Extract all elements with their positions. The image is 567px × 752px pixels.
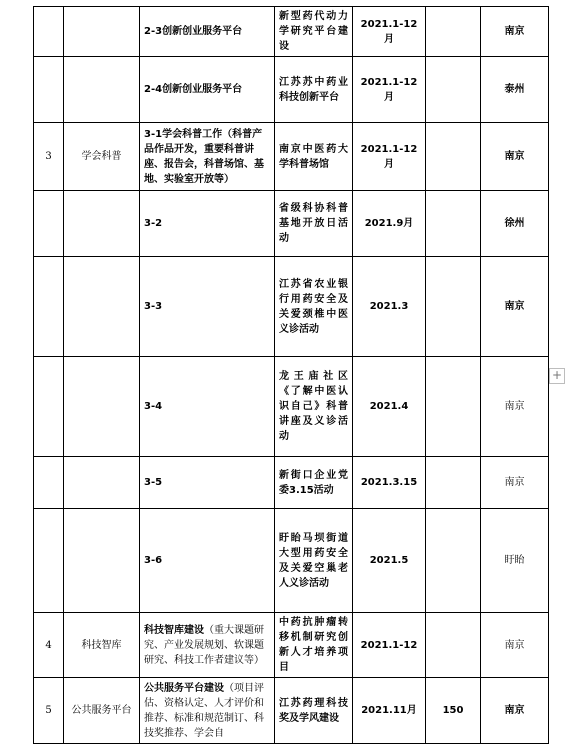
- row-number: [34, 457, 64, 509]
- city-cell-text: 徐州: [504, 218, 525, 229]
- city-cell: [481, 7, 549, 57]
- unit-cell: [275, 7, 353, 57]
- date-cell: [353, 457, 426, 509]
- date-cell: [353, 57, 426, 123]
- category-cell: [64, 457, 140, 509]
- category-cell: [64, 57, 140, 123]
- date-cell: [353, 191, 426, 257]
- date-cell-text: 2021.3: [369, 301, 409, 312]
- date-cell-text: 2021.1-12月: [360, 143, 418, 170]
- date-cell: [353, 509, 426, 613]
- row-number: [34, 7, 64, 57]
- city-cell: [481, 678, 549, 744]
- row-number: [34, 257, 64, 357]
- city-cell-text: 盱眙: [504, 555, 525, 566]
- category-cell: [64, 257, 140, 357]
- project-cell: [140, 509, 275, 613]
- category-cell: [64, 509, 140, 613]
- table-row: [34, 678, 549, 744]
- project-cell: [140, 357, 275, 457]
- row-number: [34, 678, 64, 744]
- amount-cell: [426, 123, 481, 191]
- city-cell-text: 南京: [504, 301, 525, 312]
- city-cell: [481, 357, 549, 457]
- unit-cell-text: 省级科协科普基地开放日活动: [279, 203, 348, 244]
- unit-cell: [275, 191, 353, 257]
- row-number: [34, 123, 64, 191]
- category-cell: [64, 613, 140, 678]
- project-cell: [140, 191, 275, 257]
- city-cell: [481, 457, 549, 509]
- date-cell-text: 2021.1-12月: [360, 76, 418, 103]
- unit-cell-text: 江苏苏中药业科技创新平台: [279, 76, 348, 103]
- project-cell-text: 3-6: [144, 555, 163, 566]
- project-note: （重大课题研究、产业发展规划、软课题研究、科技工作者建议等）: [144, 624, 264, 666]
- project-note: （项目评估、资格认定、人才评价和推荐、标准和规范制订、科技奖推荐、学会自: [144, 682, 264, 739]
- project-cell-text: 2-4创新创业服务平台: [144, 84, 243, 95]
- project-cell: [140, 457, 275, 509]
- city-cell: [481, 57, 549, 123]
- category-cell: [64, 191, 140, 257]
- project-cell: [140, 257, 275, 357]
- date-cell-text: 2021.3.15: [360, 477, 418, 488]
- unit-cell: [275, 257, 353, 357]
- city-cell-text: 南京: [504, 151, 525, 162]
- project-cell-text: 3-3: [144, 301, 163, 312]
- unit-cell-text: 新街口企业党委3.15活动: [279, 469, 348, 496]
- city-cell-text: 南京: [504, 705, 525, 716]
- city-cell-text: 南京: [504, 639, 525, 651]
- category-cell: [64, 7, 140, 57]
- amount-cell: [426, 678, 481, 744]
- row-number: [34, 57, 64, 123]
- date-cell-text: 2021.1-12: [360, 639, 418, 651]
- date-cell-text: 2021.1-12月: [360, 18, 418, 45]
- category-cell: [64, 357, 140, 457]
- unit-cell: [275, 123, 353, 191]
- category-cell: [64, 678, 140, 744]
- unit-cell-text: 江苏省农业银行用药安全及关爱颈椎中医义诊活动: [279, 278, 348, 335]
- date-cell: [353, 257, 426, 357]
- amount-cell: [426, 191, 481, 257]
- table-row: [34, 191, 549, 257]
- project-cell-text: 3-2: [144, 218, 163, 229]
- row-number: [34, 357, 64, 457]
- project-cell-text: 2-3创新创业服务平台: [144, 26, 243, 37]
- project-cell: [140, 57, 275, 123]
- project-cell-text: 科技智库建设: [144, 624, 204, 636]
- table-row: [34, 257, 549, 357]
- unit-cell: [275, 457, 353, 509]
- unit-cell: [275, 678, 353, 744]
- project-cell-text: 3-1学会科普工作（科普产品作品开发，重要科普讲座、报告会，科普场馆、基地、实验室开放等）: [144, 128, 264, 185]
- project-cell-text: 3-4: [144, 401, 163, 412]
- table-row: [34, 57, 549, 123]
- date-cell-text: 2021.9月: [364, 218, 414, 229]
- amount-cell-text: 150: [442, 705, 464, 716]
- amount-cell: [426, 613, 481, 678]
- amount-cell: [426, 7, 481, 57]
- unit-cell-text: 江苏药理科技奖及学风建设: [279, 697, 348, 724]
- city-cell: [481, 123, 549, 191]
- date-cell: [353, 678, 426, 744]
- city-cell: [481, 257, 549, 357]
- unit-cell: [275, 509, 353, 613]
- amount-cell: [426, 257, 481, 357]
- unit-cell-text: 南京中医药大学科普场馆: [279, 143, 348, 170]
- city-cell: [481, 191, 549, 257]
- project-cell: [140, 678, 275, 744]
- project-cell-text: 3-5: [144, 477, 163, 488]
- date-cell: [353, 357, 426, 457]
- row-number: [34, 613, 64, 678]
- city-cell: [481, 509, 549, 613]
- project-cell: [140, 123, 275, 191]
- city-cell-text: 南京: [504, 477, 525, 488]
- amount-cell: [426, 57, 481, 123]
- row-number: [34, 191, 64, 257]
- add-row-handle[interactable]: +: [549, 368, 565, 384]
- city-cell: [481, 613, 549, 678]
- city-cell-text: 南京: [504, 401, 525, 412]
- unit-cell-text: 盱眙马坝街道大型用药安全及关爱空巢老人义诊活动: [279, 532, 348, 589]
- category-cell-text: 公共服务平台: [71, 705, 132, 716]
- date-cell: [353, 123, 426, 191]
- activity-table: [33, 6, 549, 744]
- table-row: [34, 509, 549, 613]
- table-row: [34, 457, 549, 509]
- category-cell-text: 科技智库: [81, 639, 122, 651]
- city-cell-text: 泰州: [504, 84, 525, 95]
- unit-cell-text: 新型药代动力学研究平台建设: [279, 11, 348, 52]
- row-number-text: 5: [45, 705, 52, 716]
- amount-cell: [426, 357, 481, 457]
- row-number-text: 4: [45, 639, 52, 651]
- row-number: [34, 509, 64, 613]
- category-cell: [64, 123, 140, 191]
- table-row: [34, 7, 549, 57]
- date-cell-text: 2021.11月: [361, 705, 417, 716]
- amount-cell: [426, 457, 481, 509]
- unit-cell-text: 中药抗肿瘤转移机制研究创新人才培养项目: [279, 617, 348, 673]
- table-row: [34, 123, 549, 191]
- city-cell-text: 南京: [504, 26, 525, 37]
- date-cell-text: 2021.4: [369, 401, 409, 412]
- date-cell: [353, 613, 426, 678]
- unit-cell: [275, 357, 353, 457]
- project-cell: [140, 613, 275, 678]
- category-cell-text: 学会科普: [81, 151, 122, 162]
- row-number-text: 3: [45, 151, 52, 162]
- date-cell: [353, 7, 426, 57]
- project-cell-text: 公共服务平台建设: [144, 682, 224, 694]
- table-row: [34, 357, 549, 457]
- amount-cell: [426, 509, 481, 613]
- table-row: [34, 613, 549, 678]
- unit-cell: [275, 57, 353, 123]
- unit-cell: [275, 613, 353, 678]
- unit-cell-text: 龙王庙社区《了解中医认识自己》科普讲座及义诊活动: [279, 371, 348, 442]
- date-cell-text: 2021.5: [369, 555, 409, 566]
- project-cell: [140, 7, 275, 57]
